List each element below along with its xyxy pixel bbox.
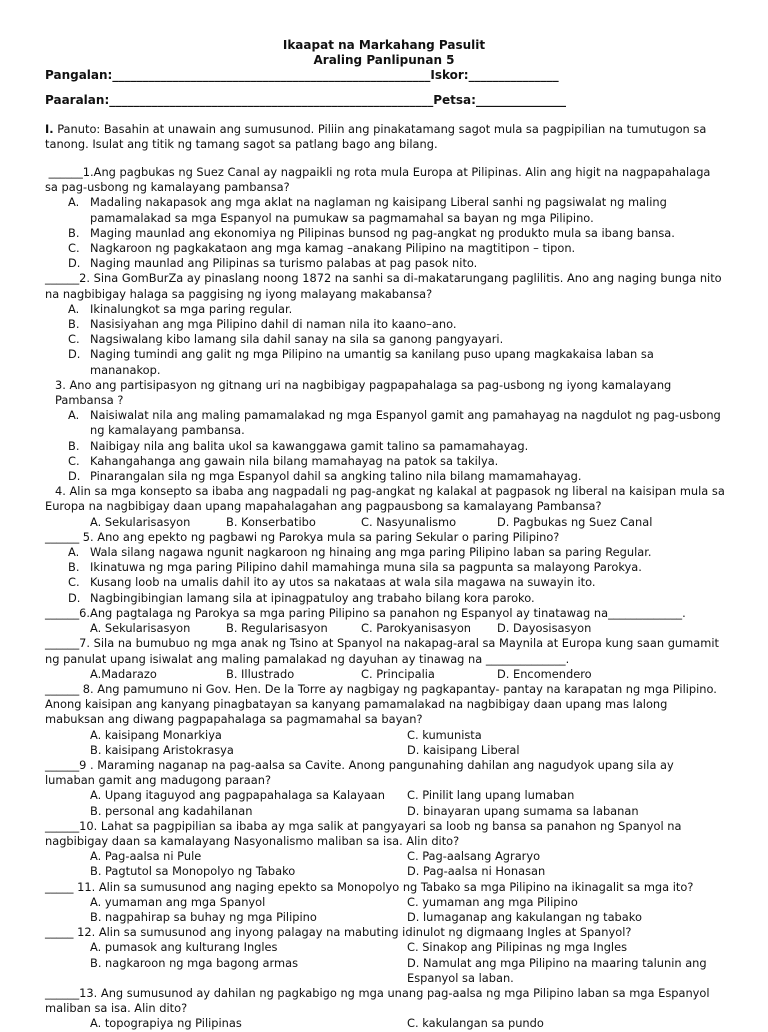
question-8-options-row-1 (45, 728, 725, 743)
question-11-option-c[interactable]: C. yumaman ang mga Pilipino (407, 894, 578, 909)
option-text: Kusang loob na umalis dahil ito ay utos sa nakataas at wala sila magawa na suwayin ito. (90, 575, 596, 590)
question-10-options-row-1 (45, 849, 725, 864)
question-7-option-d[interactable]: D. Encomendero (497, 666, 592, 681)
question-4-options (45, 515, 725, 530)
option-text: Nasisiyahan ang mga Pilipino dahil di naman nila ito kaano–ano. (90, 317, 457, 332)
question-3: 3. Ano ang partisipasyon ng gitnang uri na nagbibigay pagpapahalaga sa pag-usbong ng iyong kamalayang Pambansa ? (55, 377, 672, 408)
option-text: Naging maunlad ang Pilipinas sa turismo palabas at pag pasok nito. (90, 256, 478, 271)
option-letter: A. (68, 545, 80, 560)
question-11-options-row-1 (45, 895, 725, 910)
option-text: Kahangahanga ang gawain nila bilang mamahayag na patok sa takilya. (90, 453, 499, 468)
question-5-option-c[interactable] (45, 575, 725, 590)
question-5-option-a[interactable] (45, 545, 725, 560)
question-9: ______9 . Maraming naganap na pag-aalsa sa Cavite. Anong pangunahing dahilan ang nagudyok upang sila ay lumaban gamit ang madugong paraan? (45, 757, 674, 788)
question-11-option-d[interactable]: D. lumaganap ang kakulangan ng tabako (407, 909, 642, 924)
option-letter: B. (68, 560, 80, 575)
page-subtitle: Araling Panlipunan 5 (313, 53, 455, 67)
question-10-option-b[interactable]: B. Pagtutol sa Monopolyo ng Tabako (90, 864, 296, 879)
question-5: ______ 5. Ano ang epekto ng pagbawi ng Parokya mula sa paring Sekular o paring Pilipino? (45, 529, 560, 544)
question-2-option-a[interactable] (45, 302, 725, 317)
question-5-option-d[interactable] (45, 591, 725, 606)
option-letter: D. (68, 590, 81, 605)
option-text: Nagkaroon ng pagkakataon ang mga kamag –anakang Pilipino na magtitipon – tipon. (90, 241, 576, 256)
option-letter: D. (68, 256, 81, 271)
option-letter: B. (68, 438, 80, 453)
name-score-line[interactable]: Pangalan:_____________________________________________________Iskor:_______________ (45, 68, 559, 82)
option-letter: B. (68, 225, 80, 240)
question-1-option-b[interactable] (45, 226, 725, 241)
question-7: ______7. Sila na bumubuo ng mga anak ng Tsino at Spanyol na nakapag-aral sa Maynila at Europa kung saan gumamit ng panulat upang isiwalat ang maling pamalakad ng dayuhan ay tinawag na ______________. (45, 636, 719, 666)
question-10-options-row-2 (45, 864, 725, 879)
question-2: ______2. Sina GomBurZa ay pinaslang noong 1872 na sanhi sa di-makatarungang paglilitis. Ano ang naging bunga nito na nagbibigay halaga sa paggising ng iyong malayang makabansa? (45, 271, 722, 301)
question-12: _____ 12. Alin sa sumusunod ang inyong palagay na mabuting idinulot ng digmaang Ingles at Spanyol? (45, 925, 632, 940)
question-6-option-d[interactable]: D. Dayosisasyon (497, 621, 592, 636)
question-8-option-d[interactable]: D. kaisipang Liberal (407, 742, 520, 757)
question-9-option-c[interactable]: C. Pinilit lang upang lumaban (407, 788, 575, 803)
question-5-option-b[interactable] (45, 560, 725, 575)
question-4-option-b[interactable]: B. Konserbatibo (226, 514, 316, 529)
question-3-option-d[interactable] (45, 469, 725, 484)
question-12-option-b[interactable]: B. nagkaroon ng mga bagong armas (90, 955, 299, 970)
option-text: Naisiwalat nila ang maling pamamalakad ng mga Espanyol gamit ang pamahayag na nagdulot ng pag-usbong ng kamalayang pambansa. (90, 408, 721, 438)
option-letter: D. (68, 347, 81, 362)
question-6: ______6.Ang pagtalaga ng Parokya sa mga paring Pilipino sa panahon ng Espanyol ay tinatawag na_____________. (45, 605, 686, 620)
question-10: ______10. Lahat sa pagpipilian sa ibaba ay mga salik at pangyayari sa loob ng bansa sa panahon ng Spanyol na nagbibigay daan sa kamalayang Nasyonalismo maliban sa isa. Alin dito? (45, 818, 682, 848)
question-3-option-b[interactable] (45, 439, 725, 454)
question-7-option-c[interactable]: C. Principalia (361, 666, 435, 681)
option-text: Ikinatuwa ng mga paring Pilipino dahil mamahinga muna sila sa pagpunta sa malayong Parokya. (90, 560, 642, 575)
option-letter: B. (68, 317, 80, 332)
question-2-option-b[interactable] (45, 317, 725, 332)
question-10-option-a[interactable]: A. Pag-aalsa ni Pule (90, 849, 202, 864)
option-text: Madaling nakapasok ang mga aklat na naglaman ng kaisipang Liberal sanhi ng pagsiwalat ng maling pamamalakad sa mga Espanyol na pumukaw sa pagmamahal sa bayan ng mga Pilipino. (90, 195, 667, 225)
option-letter: A. (68, 408, 80, 423)
question-7-option-b[interactable]: B. Illustrado (226, 666, 295, 681)
question-13-option-c[interactable]: C. kakulangan sa pundo (407, 1016, 544, 1031)
question-1-option-d[interactable] (45, 256, 725, 271)
option-text: Naging tumindi ang galit ng mga Pilipino na umantig sa kanilang puso upang magkakaisa laban sa mananakop. (90, 347, 654, 377)
option-letter: C. (68, 575, 80, 590)
option-text: Pinarangalan sila ng mga Espanyol dahil sa angking talino nila bilang mamamahayag. (90, 469, 582, 484)
question-6-options (45, 621, 725, 636)
question-10-option-c[interactable]: C. Pag-aalsang Agraryo (407, 849, 541, 864)
question-6-option-a[interactable]: A. Sekularisasyon (90, 621, 191, 636)
question-6-option-b[interactable]: B. Regularisasyon (226, 621, 328, 636)
option-text: Nagbingibingian lamang sila at ipinagpatuloy ang trabaho bilang kora paroko. (90, 590, 535, 605)
option-letter: D. (68, 469, 81, 484)
question-6-option-c[interactable]: C. Parokyanisasyon (361, 621, 472, 636)
question-8-option-a[interactable]: A. kaisipang Monarkiya (90, 727, 222, 742)
question-11-option-a[interactable]: A. yumaman ang mga Spanyol (90, 894, 266, 909)
question-3-option-c[interactable] (45, 454, 725, 469)
option-text: Naibigay nila ang balita ukol sa kawanggawa gamit talino sa pamamahayag. (90, 438, 529, 453)
section-number: I. (45, 122, 54, 136)
question-8: ______ 8. Ang pamumuno ni Gov. Hen. De la Torre ay nagbigay ng pagkapantay- pantay na karapatan ng mga Pilipino. Anong kaisipan ang kanyang pinagbatayan sa kanyang pamamalakad na nagbibigay daan upang mas lalong mabuksan ang diwang pagpapahalaga sa pagmamahal sa bayan? (45, 681, 717, 727)
question-12-options-row-2 (45, 956, 725, 986)
question-9-option-d[interactable]: D. binayaran upang sumama sa labanan (407, 803, 639, 818)
question-11: _____ 11. Alin sa sumusunod ang naging epekto sa Monopolyo ng Tabako sa mga Pilipino na ikinagalit sa mga ito? (45, 879, 694, 894)
question-8-options-row-2 (45, 743, 725, 758)
page-title: Ikaapat na Markahang Pasulit (282, 38, 486, 52)
question-12-option-c[interactable]: C. Sinakop ang Pilipinas ng mga Ingles (407, 940, 628, 955)
question-12-options-row-1 (45, 940, 725, 955)
question-9-options-row-1 (45, 788, 725, 803)
instructions-text: Panuto: Basahin at unawain ang sumusunod. Piliin ang pinakatamang sagot mula sa pagpipilian na tumutugon sa tanong. Isulat ang titik ng tamang sagot sa patlang bago ang bilang. (45, 122, 707, 152)
question-4-option-d[interactable]: D. Pagbukas ng Suez Canal (497, 514, 653, 529)
question-2-option-c[interactable] (45, 332, 725, 347)
option-letter: A. (68, 195, 80, 210)
option-letter: C. (68, 241, 80, 256)
question-11-options-row-2 (45, 910, 725, 925)
option-text: Nagsiwalang kibo lamang sila dahil sanay na sila sa ganong pangyayari. (90, 332, 504, 347)
question-1: ______1.Ang pagbukas ng Suez Canal ay nagpaikli ng rota mula Europa at Pilipinas. Alin ang higit na nagpapahalaga sa pag-usbong ng kamalayang pambansa? (45, 165, 715, 195)
question-1-option-a[interactable] (45, 195, 725, 225)
question-2-option-d[interactable] (45, 347, 725, 377)
instructions (45, 122, 725, 152)
question-13-option-a[interactable]: A. topograpiya ng Pilipinas (90, 1016, 242, 1031)
question-12-option-d[interactable]: D. Namulat ang mga Pilipino na maaring talunin ang Espanyol sa laban. (407, 955, 707, 985)
option-letter: C. (68, 453, 80, 468)
question-7-options (45, 667, 725, 682)
question-7-option-a[interactable]: A.Madarazo (90, 666, 157, 681)
option-text: Wala silang nagawa ngunit nagkaroon ng hinaing ang mga paring Pilipino laban sa paring Regular. (90, 545, 652, 560)
question-10-option-d[interactable]: D. Pag-aalsa ni Honasan (407, 864, 546, 879)
option-text: Ikinalungkot sa mga paring regular. (90, 301, 293, 316)
question-4-option-c[interactable]: C. Nasyunalismo (361, 514, 457, 529)
question-4-option-a[interactable]: A. Sekularisasyon (90, 514, 191, 529)
question-3-option-a[interactable] (45, 408, 725, 438)
question-8-option-c[interactable]: C. kumunista (407, 727, 482, 742)
school-date-line[interactable]: Paaralan:______________________________________________________Petsa:_______________ (45, 93, 566, 107)
question-13: ______13. Ang sumusunod ay dahilan ng pagkabigo ng mga unang pag-aalsa ng mga Pilipino laban sa mga Espanyol maliban sa isa. Alin dito? (45, 985, 710, 1016)
questions (45, 165, 725, 1032)
option-text: Maging maunlad ang ekonomiya ng Pilipinas bunsod ng pag-angkat ng produkto mula sa ibang bansa. (90, 225, 675, 240)
question-9-option-a[interactable]: A. Upang itaguyod ang pagpapahalaga sa Kalayaan (90, 788, 386, 803)
option-letter: C. (68, 332, 80, 347)
question-4: 4. Alin sa mga konsepto sa ibaba ang nagpadali ng pag-angkat ng kalakal at pagpasok ng liberal na kaisipan mula sa Europa na nagbibigay daan upang mapahalagahan ang pagpausbong sa kamalayang Pambansa? (45, 484, 725, 514)
question-9-options-row-2 (45, 804, 725, 819)
question-12-option-a[interactable]: A. pumasok ang kulturang Ingles (90, 940, 278, 955)
question-9-option-b[interactable]: B. personal ang kadahilanan (90, 803, 253, 818)
question-8-option-b[interactable]: B. kaisipang Aristokrasya (90, 742, 234, 757)
question-11-option-b[interactable]: B. nagpahirap sa buhay ng mga Pilipino (90, 909, 317, 924)
option-letter: A. (68, 301, 80, 316)
question-1-option-c[interactable] (45, 241, 725, 256)
